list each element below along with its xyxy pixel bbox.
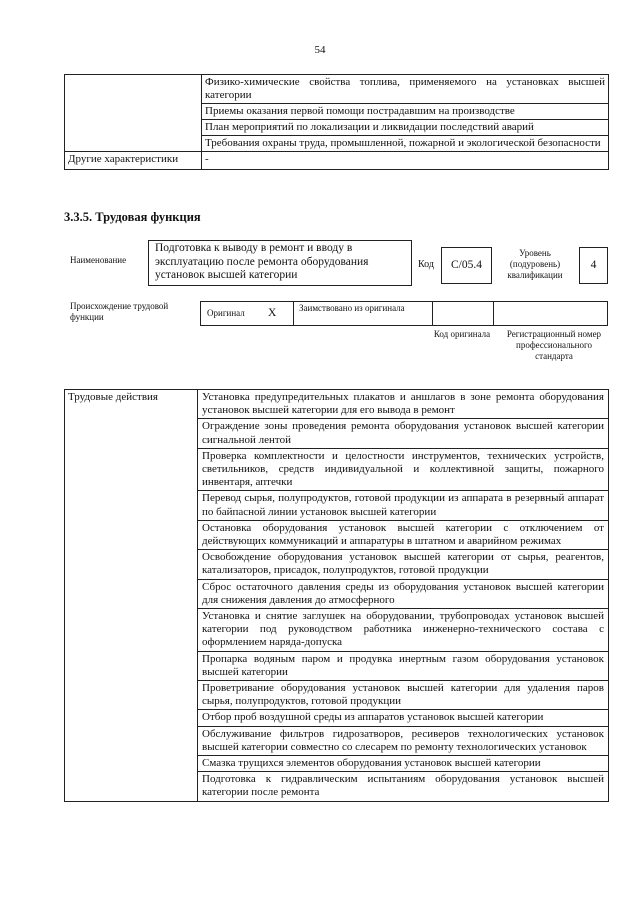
action-row: Отбор проб воздушной среды из аппаратов установок высшей категории xyxy=(198,710,609,726)
action-row: Установка и снятие заглушек на оборудовании, трубопроводах установок высшей категории под руководством работника инженерно-технического состава с оформлением наряда-допуска xyxy=(198,609,609,652)
name-label: Наименование xyxy=(70,255,127,265)
empty-label-cell xyxy=(65,75,202,152)
code-value: C/05.4 xyxy=(441,247,492,284)
original-mark: X xyxy=(268,307,277,319)
function-name-box: Подготовка к выводу в ремонт и вводу в эксплуатацию после ремонта оборудования установок высшей категории xyxy=(148,240,412,286)
action-row: Ограждение зоны проведения ремонта оборудования установок высшей категории сигнальной лентой xyxy=(198,419,609,448)
action-row: Освобождение оборудования установок высшей категории от сырья, реагентов, катализаторов, присадок, полупродуктов, готовой продукции xyxy=(198,550,609,579)
action-row: Сброс остаточного давления среды из оборудования установок высшей категории для снижения давления до атмосферного xyxy=(198,579,609,608)
knowledge-row: Физико-химические свойства топлива, применяемого на установках высшей категории xyxy=(202,75,609,104)
knowledge-row: Требования охраны труда, промышленной, пожарной и экологической безопасности xyxy=(202,136,609,152)
knowledge-table xyxy=(64,74,609,170)
action-row: Остановка оборудования установок высшей категории с отключением от действующих коммуникаций и аппаратуры в штатном и аварийном режимах xyxy=(198,520,609,549)
borrowed-label: Заимствовано из оригинала xyxy=(299,303,405,313)
knowledge-row: План мероприятий по локализации и ликвидации последствий аварий xyxy=(202,120,609,136)
origin-label: Происхождение трудовой функции xyxy=(70,301,169,322)
divider xyxy=(293,302,294,325)
action-row: Смазка трущихся элементов оборудования установок высшей категории xyxy=(198,756,609,772)
action-row: Перевод сырья, полупродуктов, готовой продукции из аппарата в резервный аппарат по байпасной линии установок высшей категории xyxy=(198,491,609,520)
reg-caption: Регистрационный номер профессионального стандарта xyxy=(506,329,602,361)
original-label: Оригинал xyxy=(207,308,245,318)
code-caption: Код оригинала xyxy=(433,329,491,339)
other-characteristics-label: Другие характеристики xyxy=(65,152,202,170)
other-characteristics-value: - xyxy=(202,152,609,170)
section-title: 3.3.5. Трудовая функция xyxy=(64,210,201,224)
action-row: Проверка комплектности и целостности инструментов, технических устройств, светильников, средств индивидуальной и коллективной защиты, пожарного инвентаря, аптечки xyxy=(198,448,609,491)
code-label: Код xyxy=(418,259,434,270)
divider xyxy=(493,302,494,325)
actions-label: Трудовые действия xyxy=(65,390,198,802)
action-row: Пропарка водяным паром и продувка инертным газом оборудования установок высшей категории xyxy=(198,651,609,680)
knowledge-row: Приемы оказания первой помощи пострадавшим на производстве xyxy=(202,104,609,120)
action-row: Обслуживание фильтров гидрозатворов, ресиверов технологических установок высшей категории совместно со слесарем по ремонту технологических установок xyxy=(198,726,609,755)
actions-table xyxy=(64,389,609,802)
divider xyxy=(432,302,433,325)
level-value: 4 xyxy=(579,247,608,284)
level-label: Уровень (подуровень) квалификации xyxy=(507,248,563,280)
action-row: Установка предупредительных плакатов и аншлагов в зоне ремонта оборудования установок высшей категории для его вывода в ремонт xyxy=(198,390,609,419)
action-row: Подготовка к гидравлическим испытаниям оборудования установок высшей категории после ремонта xyxy=(198,772,609,801)
origin-box xyxy=(200,301,608,326)
page-number: 54 xyxy=(314,44,326,56)
action-row: Проветривание оборудования установок высшей категории для удаления паров сырья, полупродуктов, готовой продукции xyxy=(198,681,609,710)
